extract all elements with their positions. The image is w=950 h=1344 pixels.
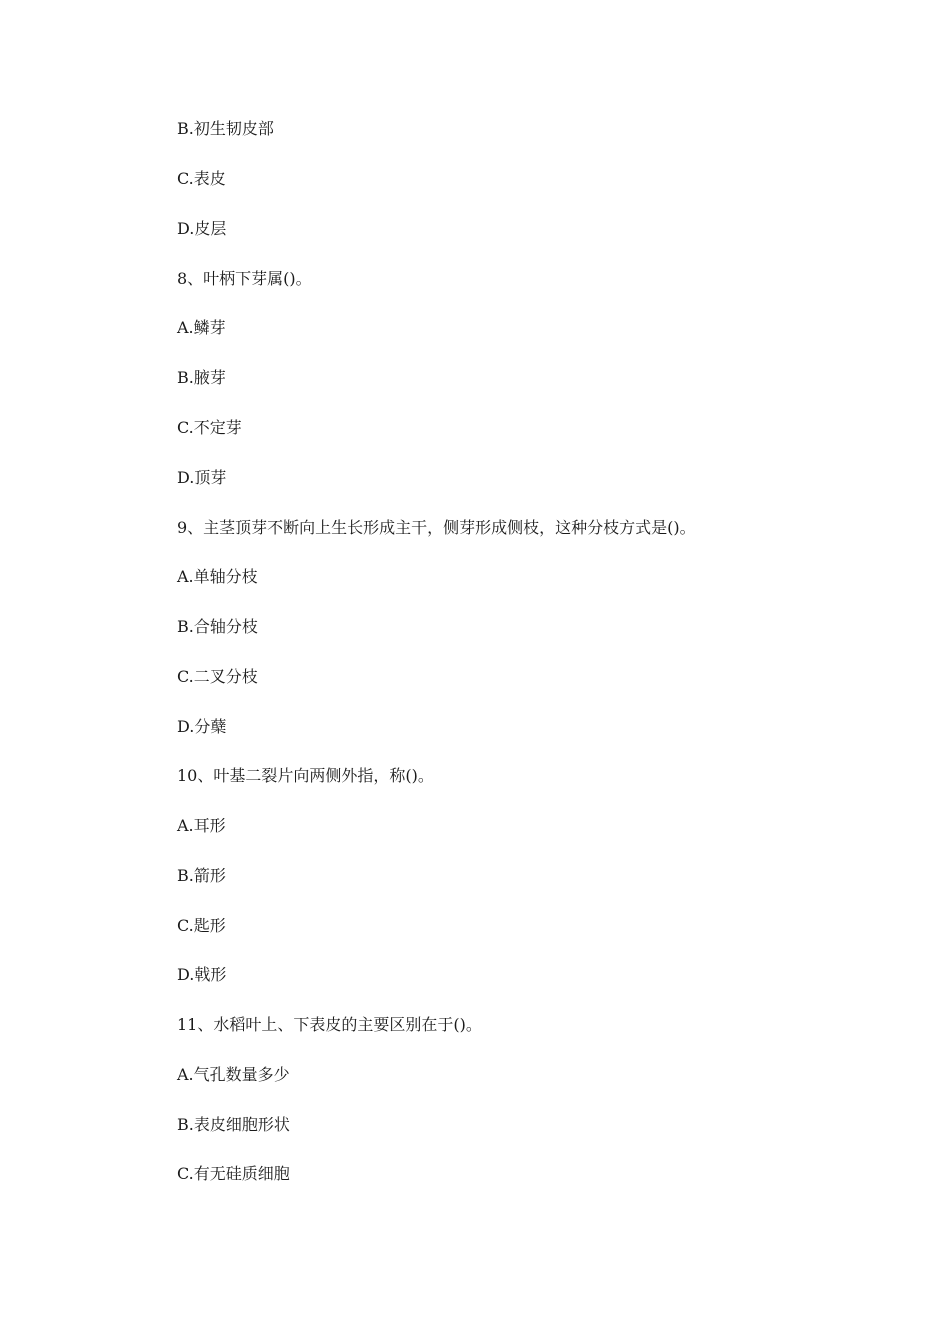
- question-11-option-a: A.气孔数量多少: [177, 1065, 290, 1084]
- question-9-option-d: D.分蘖: [177, 717, 227, 736]
- question-9: 9、主茎顶芽不断向上生长形成主干，侧芽形成侧枝，这种分枝方式是()。: [177, 518, 696, 537]
- question-9-option-b: B.合轴分枝: [177, 617, 258, 636]
- question-11-option-b: B.表皮细胞形状: [177, 1115, 290, 1134]
- question-8: 8、叶柄下芽属()。: [177, 269, 312, 288]
- question-9-option-a: A.单轴分枝: [177, 567, 258, 586]
- question-10-option-c: C.匙形: [177, 916, 226, 935]
- question-10-option-a: A.耳形: [177, 816, 226, 835]
- question-11-option-c: C.有无硅质细胞: [177, 1164, 290, 1183]
- question-9-option-c: C.二叉分枝: [177, 667, 258, 686]
- option-c-line: C.表皮: [177, 169, 226, 188]
- question-10-option-b: B.箭形: [177, 866, 226, 885]
- question-8-option-b: B.腋芽: [177, 368, 226, 387]
- question-8-option-c: C.不定芽: [177, 418, 242, 437]
- question-10-option-d: D.戟形: [177, 965, 227, 984]
- option-d-line: D.皮层: [177, 219, 227, 238]
- option-b-line: B.初生韧皮部: [177, 119, 274, 138]
- question-10: 10、叶基二裂片向两侧外指，称()。: [177, 766, 434, 785]
- question-8-option-a: A.鳞芽: [177, 318, 226, 337]
- question-11: 11、水稻叶上、下表皮的主要区别在于()。: [177, 1015, 482, 1034]
- question-8-option-d: D.顶芽: [177, 468, 227, 487]
